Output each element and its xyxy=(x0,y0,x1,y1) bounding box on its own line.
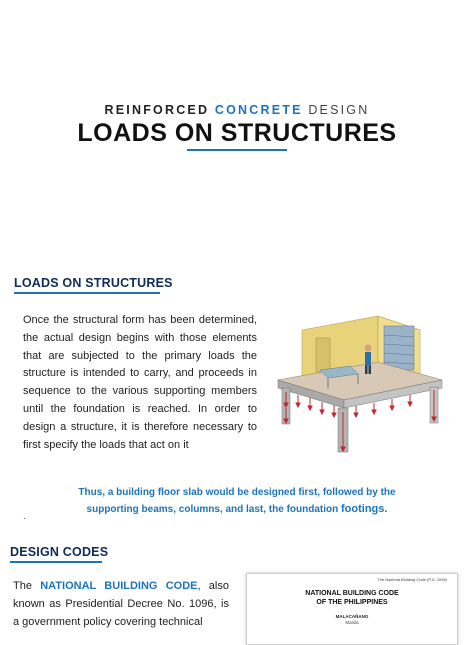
kicker-concrete: CONCRETE xyxy=(214,103,303,117)
callout-line-1: Thus, a building floor slab would be designed first, followed by the xyxy=(78,487,396,498)
doc-header: The National Building Code (P.D. 1096) xyxy=(377,577,447,582)
person-body xyxy=(365,352,371,366)
nbc-document-thumbnail xyxy=(246,573,458,645)
section-heading-loads: LOADS ON STRUCTURES xyxy=(14,276,173,290)
loads-paragraph: Once the structural form has been determined, the actual design begins with those elements that are subjected to the primary loads the structure is intended to carry, and proceeds in sequence to the various supporting members until the foundation is reached. In order to design a structure, it is therefore necessary to first specify the loads that act on it xyxy=(23,314,257,451)
design-codes-paragraph xyxy=(13,577,229,631)
callout-line-2-text: supporting beams, columns, and last, the foundation xyxy=(86,504,339,515)
title-divider xyxy=(187,149,287,151)
section-heading-design-codes: DESIGN CODES xyxy=(10,545,109,559)
section-underline xyxy=(14,292,160,294)
para-pre: The xyxy=(13,580,32,592)
slab-sequence-callout xyxy=(60,484,414,518)
stray-mark: . xyxy=(23,511,26,522)
doc-city: Manila xyxy=(345,620,359,625)
person-head xyxy=(365,345,372,352)
doc-title-line-2: OF THE PHILIPPINES xyxy=(316,598,388,606)
door xyxy=(316,338,330,372)
doc-title xyxy=(247,590,457,607)
kicker-design: DESIGN xyxy=(308,103,370,117)
callout-line-2 xyxy=(60,501,414,518)
para-post: , also known as Presidential Decree No. 1096, is a government policy covering technical xyxy=(13,580,229,628)
callout-footings: footings. xyxy=(341,503,388,515)
section-underline xyxy=(10,561,102,563)
page-title: LOADS ON STRUCTURES xyxy=(77,119,397,147)
floor-slab-illustration xyxy=(274,308,446,460)
doc-place: MALACAÑANG xyxy=(335,614,369,619)
nbc-highlight: NATIONAL BUILDING CODE xyxy=(40,580,198,592)
course-kicker xyxy=(0,103,474,117)
doc-title-line-1: NATIONAL BUILDING CODE xyxy=(305,590,399,597)
kicker-reinforced: REINFORCED xyxy=(104,103,210,117)
